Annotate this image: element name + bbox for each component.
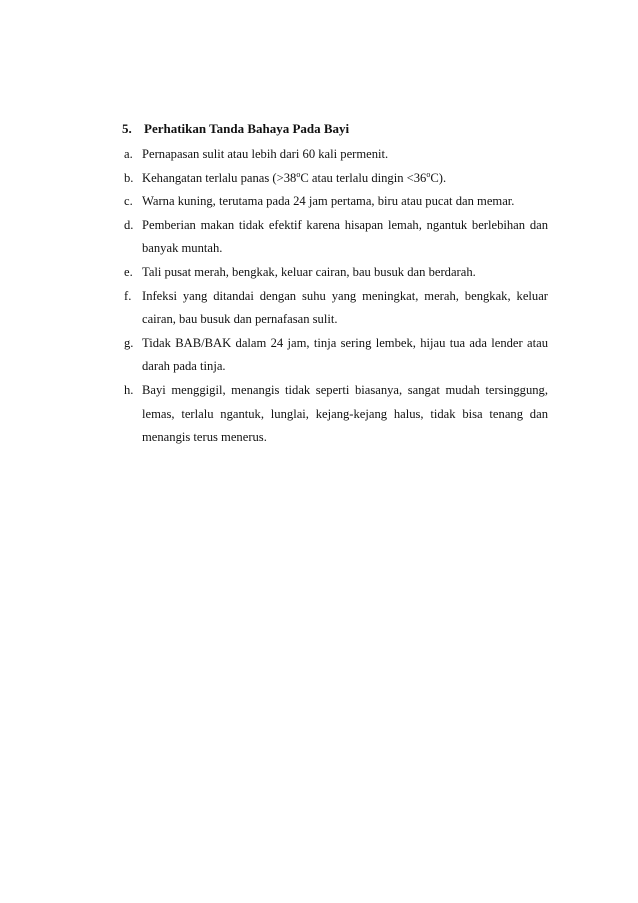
list-item-text <box>142 167 548 191</box>
list-item-b <box>124 167 548 191</box>
danger-signs-list <box>122 143 548 450</box>
section-title: Perhatikan Tanda Bahaya Pada Bayi <box>144 121 350 136</box>
list-item-h <box>124 379 548 450</box>
list-item-text: Tali pusat merah, bengkak, keluar cairan, bau busuk dan berdarah. <box>142 264 476 279</box>
list-item-text: Infeksi yang ditandai dengan suhu yang meningkat, merah, bengkak, keluar cairan, bau busuk dan pernafasan sulit. <box>142 288 548 327</box>
section-number: 5. <box>122 121 132 136</box>
list-item-text: Warna kuning, terutama pada 24 jam pertama, biru atau pucat dan memar. <box>142 194 515 209</box>
list-item-text: Tidak BAB/BAK dalam 24 jam, tinja sering lembek, hijau tua ada lender atau darah pada tinja. <box>142 335 548 374</box>
list-marker: g. <box>124 335 134 350</box>
list-marker: d. <box>124 217 134 232</box>
list-item-a <box>124 143 548 167</box>
list-item-f <box>124 285 548 332</box>
danger-signs-section <box>122 120 548 450</box>
list-marker: a. <box>124 147 133 161</box>
section-heading <box>122 120 548 138</box>
degree-superscript: o <box>426 169 431 179</box>
degree-superscript: o <box>296 169 301 179</box>
list-marker: c. <box>124 194 133 209</box>
temperature-text-middle: C atau terlalu dingin <36 <box>300 170 427 185</box>
list-marker: b. <box>124 170 134 185</box>
list-marker: h. <box>124 382 134 397</box>
list-item-text: Pernapasan sulit atau lebih dari 60 kali permenit. <box>142 147 389 161</box>
temperature-text-start: Kehangatan terlalu panas (>38 <box>142 170 297 185</box>
list-marker: e. <box>124 264 133 279</box>
temperature-text-end: C). <box>430 170 447 185</box>
list-item-text: Pemberian makan tidak efektif karena hisapan lemah, ngantuk berlebihan dan banyak muntah. <box>142 217 548 256</box>
list-item-text: Bayi menggigil, menangis tidak seperti biasanya, sangat mudah tersinggung, lemas, terlalu ngantuk, lunglai, kejang-kejang halus, tidak bisa tenang dan menangis terus menerus. <box>142 382 548 445</box>
list-item-e <box>124 261 548 285</box>
list-item-d <box>124 214 548 261</box>
list-item-g <box>124 332 548 379</box>
list-item-c <box>124 190 548 214</box>
list-marker: f. <box>124 288 132 303</box>
